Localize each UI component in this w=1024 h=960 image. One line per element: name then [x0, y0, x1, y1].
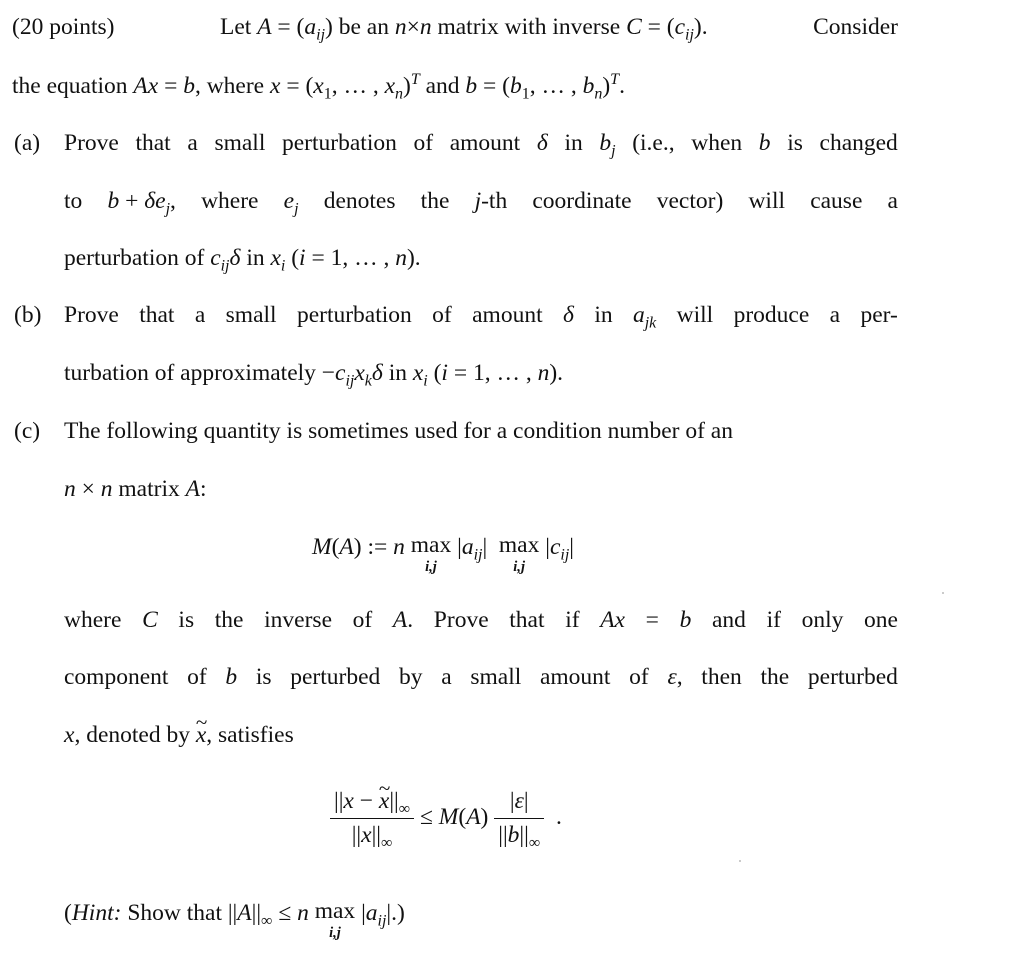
relative-error-fraction: $\frac{||x - \sim x||_\infty}{||x||_\infty}$ [330, 788, 414, 849]
scan-speck [739, 860, 741, 862]
problem-intro-line-1: (20 points) Let $A = (a_{ij})$ be an n×n matrix with inverse $C = (c_{ij})$. Consider [12, 14, 898, 44]
max-operator: max i,j [410, 532, 452, 575]
part-b-line-2: turbation of approximately $-c_{ij}x_k\delta$ in $x_i$ (i = 1, … , n). [64, 360, 564, 390]
consider-word: Consider [813, 14, 898, 40]
hint-label: Hint: [71, 900, 122, 926]
part-c-line-1: The following quantity is sometimes used for a condition number of an [64, 418, 733, 444]
condition-number-equation: M(A) := n max i,j $|a_{ij}|$ max i,j $|c_{ij}|$ [312, 532, 574, 575]
relative-perturbation-fraction: $\frac{|\varepsilon|}{||b||_\infty}$ [494, 788, 544, 849]
part-a-line-2: to $b + \delta e_j$, where $e_j$ denotes the j-th coordinate vector) will cause a [64, 188, 898, 218]
part-c-line-4: component of b is perturbed by a small amount of ε, then the perturbed [64, 664, 898, 690]
points-label: (20 points) [12, 14, 115, 40]
part-a-line-1: Prove that a small perturbation of amount δ in $b_j$ (i.e., when b is changed [64, 130, 898, 160]
part-c-line-5: x, denoted by ~ x, satisfies [64, 722, 898, 749]
max-operator: max i,j [314, 898, 356, 941]
problem-intro-line-2: the equation Ax = b, where $x = (x_1$, … , $x_n)^T$ and $b = (b_1$, … , $b_n)^T$. [12, 71, 625, 103]
max-operator: max i,j [498, 532, 540, 575]
part-c-line-3: where C is the inverse of A. Prove that if Ax = b and if only one [64, 607, 898, 633]
hint-line: (Hint: Show that $||A||_\infty \le n$ max i,j $|a_{ij}|$.) [64, 898, 405, 941]
part-b-label: (b) [14, 302, 42, 328]
part-c-line-2: n × n matrix A: [64, 476, 207, 502]
scan-speck [942, 592, 944, 594]
part-a-label: (a) [14, 130, 41, 156]
part-a-line-3: perturbation of $c_{ij}\delta$ in $x_i$ (i = 1, … , n). [64, 245, 421, 275]
part-c-label: (c) [14, 418, 41, 444]
part-b-line-1: Prove that a small perturbation of amount δ in $a_{jk}$ will produce a per- [64, 302, 898, 332]
perturbation-inequality: $\frac{||x - \sim x||_\infty}{||x||_\infty}$ ≤ M(A) $\frac{|\varepsilon|}{||b||_\infty}$ . [330, 788, 562, 849]
